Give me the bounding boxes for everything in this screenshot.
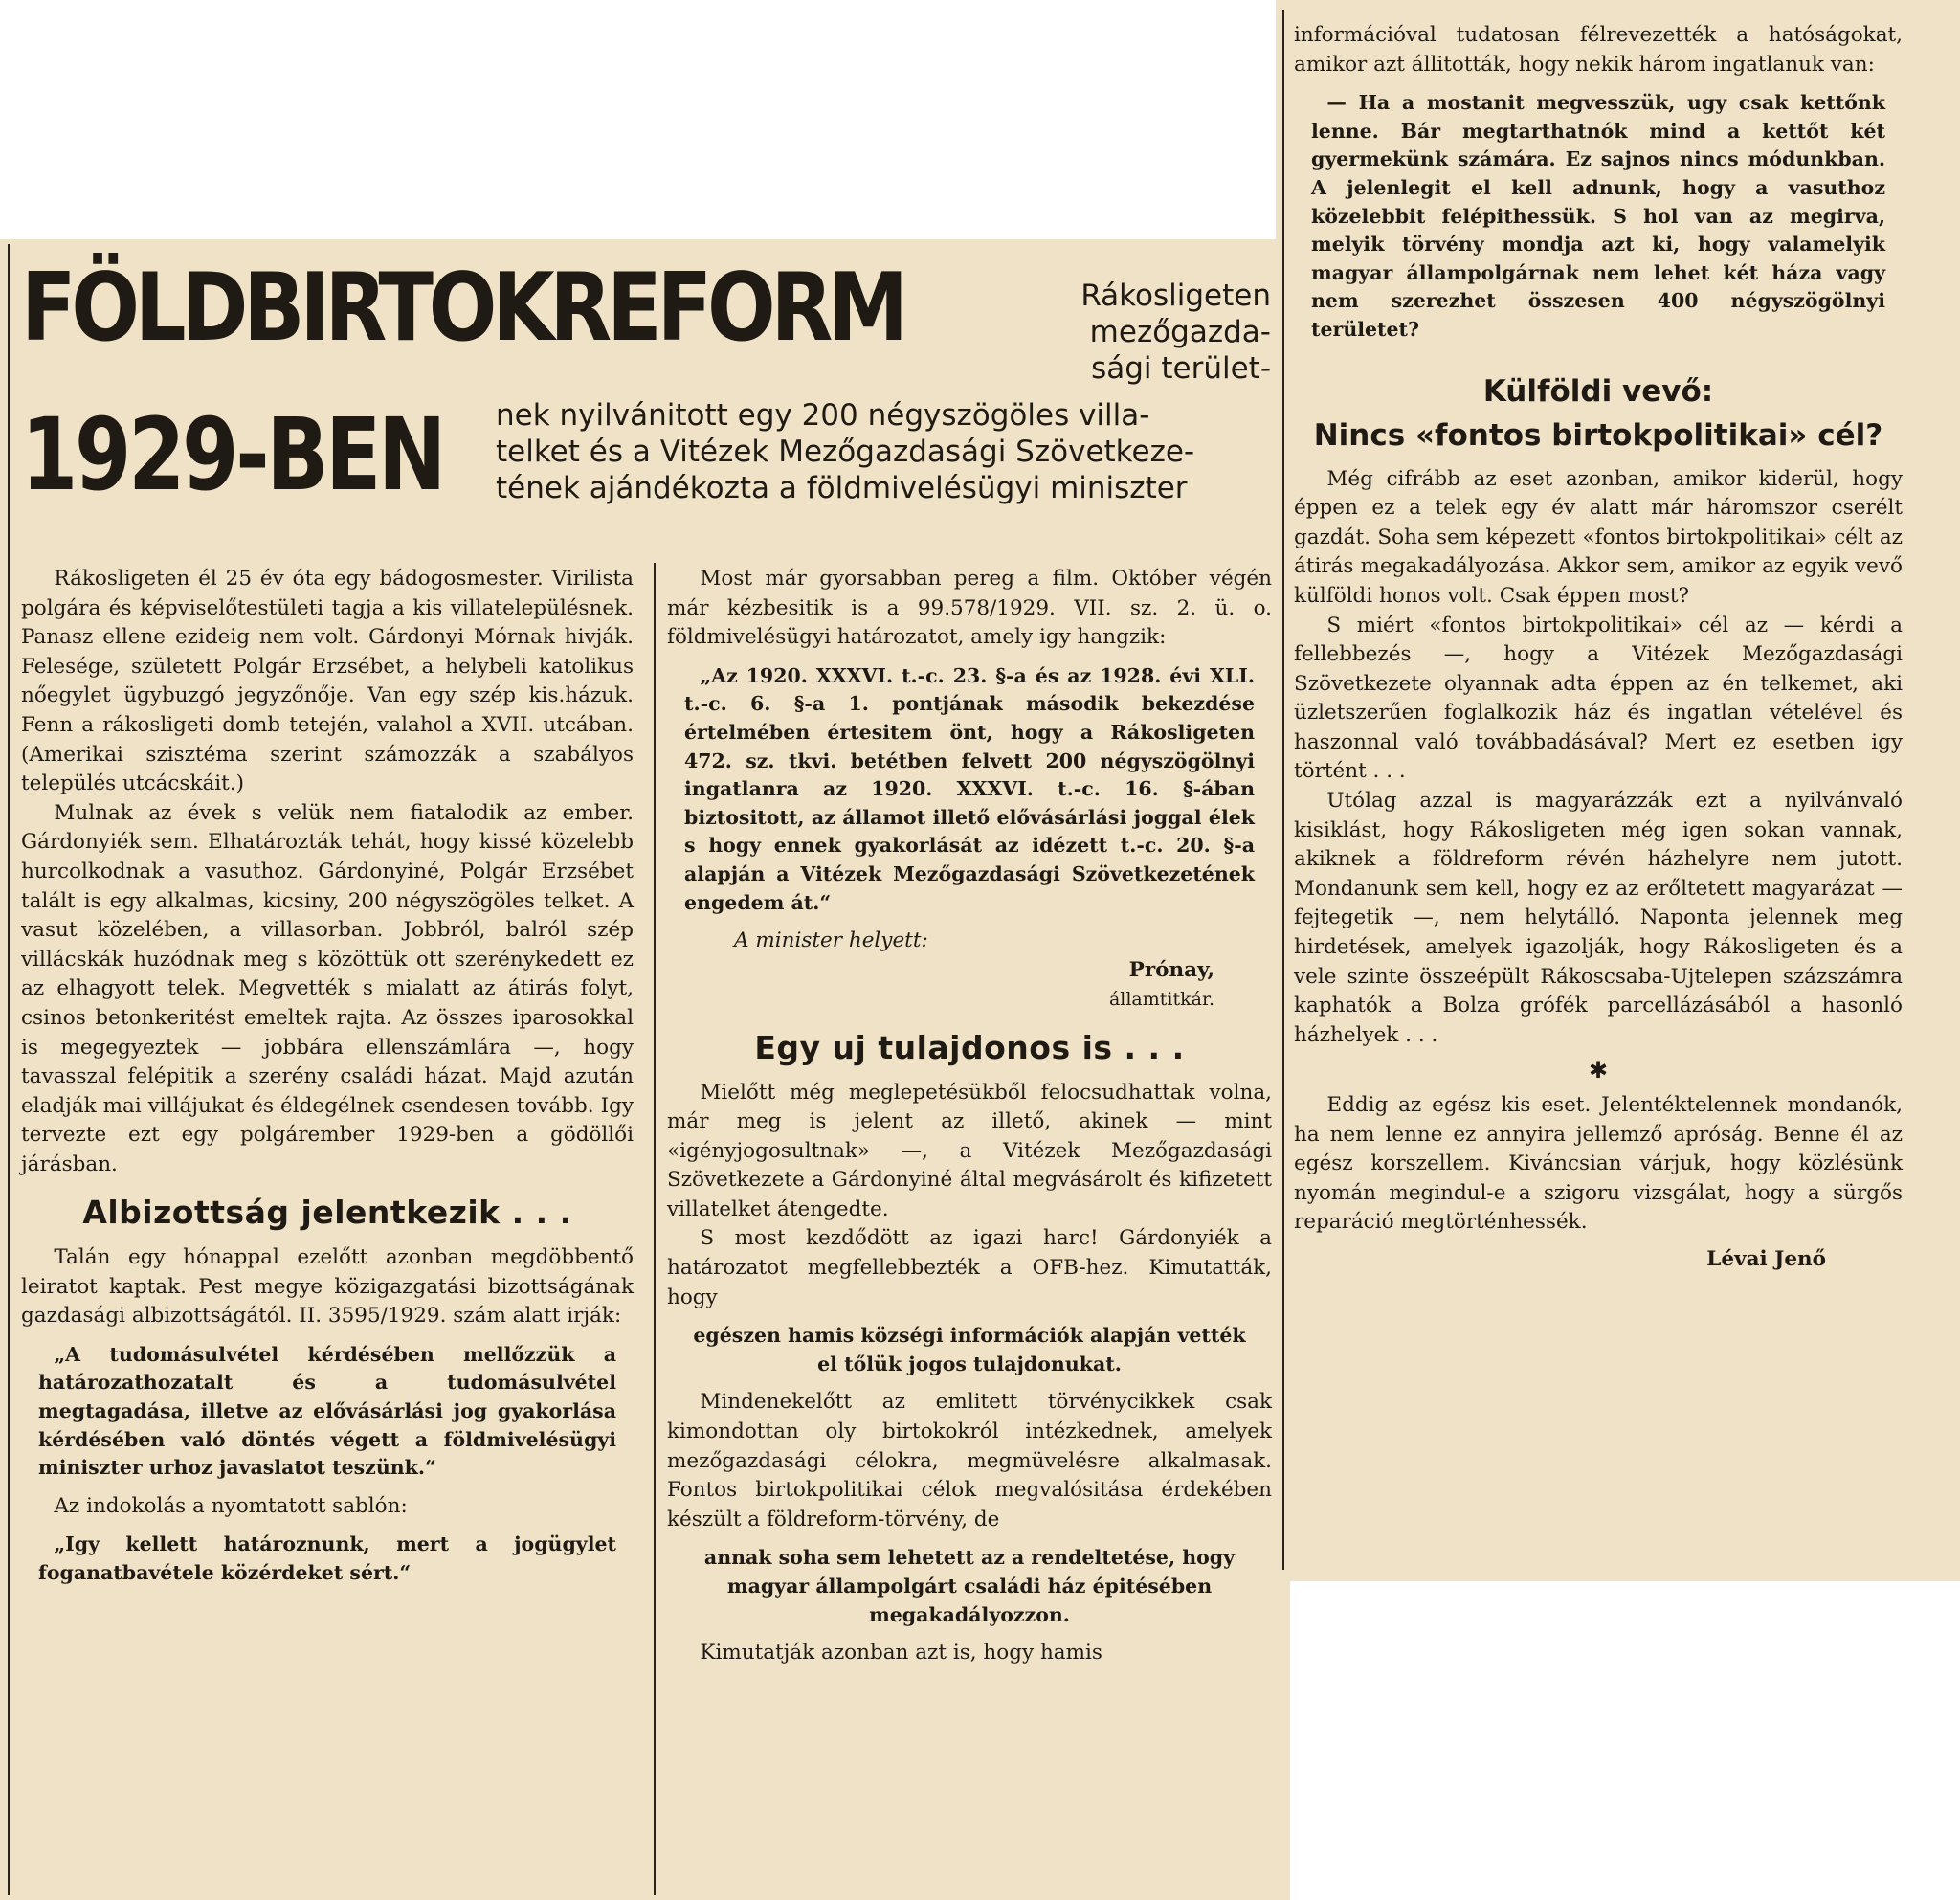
- deck-right-line: mezőgazda-: [1089, 315, 1271, 349]
- column-rule-2: [1282, 10, 1284, 1570]
- headline-deck-bottom: [496, 397, 1271, 506]
- paragraph: Eddig az egész kis eset. Jelentéktelennek mondanók, ha nem lenne ez annyira jellemző apróság. Benne él az egész korszellem. Kiváncsian várjuk, hogy közlésünk nyomán megindul-e a szigoru vizsgálat, hogy a sürgős reparáció megtörténhessék.: [1294, 1093, 1903, 1235]
- signature-role: államtitkár.: [1108, 989, 1214, 1011]
- paragraph: S miért «fontos birtokpolitikai» cél az — kérdi a fellebbezés —, hogy a Vitézek Mezőgazdasági Szövetkezete olyannak adta éppen az én telkemet, aki üzletszerűen foglalkozik ház és ingatlan vételével és haszonnal való továbbadásával? Mert ez esetben igy történt . . .: [1294, 613, 1903, 784]
- paragraph: Most már gyorsabban pereg a film. Október végén már kézbesitik is a 99.578/1929. VII. sz. 2. ü. o. földmivelésügyi határozatot, amely igy hangzik:: [667, 567, 1272, 650]
- deck-bottom-line: nek nyilvánitott egy 200 négyszögöles villa-: [496, 398, 1150, 433]
- subheading: Külföldi vevő:: [1482, 373, 1714, 409]
- author-byline: Lévai Jenő: [1706, 1246, 1826, 1271]
- bold-quote: egészen hamis községi információk alapján vették el tőlük jogos tulajdonukat.: [693, 1324, 1246, 1375]
- deck-right-line: Rákosligeten: [1080, 279, 1271, 313]
- bold-quote: „Igy kellett határoznunk, mert a jogügylet foganatbavétele közérdeket sért.“: [38, 1532, 616, 1584]
- paragraph: információval tudatosan félrevezették a hatóságokat, amikor azt állitották, hogy nekik három ingatlanuk van:: [1294, 23, 1903, 77]
- paragraph: Utólag azzal is magyarázzák ezt a nyilvánvaló kisiklást, hogy Rákosligeten még igen sokan vannak, akiknek a földreform révén házhelyre nem jutott. Mondanunk sem kell, hogy ez az erőltetett magyarázat — fejtegetik —, nem helytálló. Naponta jelennek meg hirdetések, amelyek igazolják, hogy Rákosligeten és a vele szinte összeépült Rákoscsaba-Ujtelepen százszámra kaphatók a Bolza grófék parcellázásából a hasonló házhelyek . . .: [1294, 789, 1903, 1047]
- signature-title: A minister helyett:: [734, 928, 928, 953]
- headline-deck-right: [1055, 278, 1271, 387]
- subheading: Albizottság jelentkezik . . .: [82, 1194, 572, 1232]
- left-border-rule: [8, 244, 10, 1895]
- article-column-2: [667, 565, 1272, 1668]
- subheading: Nincs «fontos birtokpolitikai» cél?: [1313, 417, 1883, 453]
- bold-quote: annak soha sem lehetett az a rendeltetése, hogy magyar állampolgárt családi ház épitésében megakadályozzon.: [703, 1546, 1236, 1626]
- headline-year: 1929-BEN: [21, 396, 444, 513]
- signature-name: Prónay,: [1128, 957, 1214, 982]
- paragraph: S most kezdődött az igazi harc! Gárdonyiék a határozatot megfellebbezték a OFB-hez. Kimutatták, hogy: [667, 1226, 1272, 1309]
- paragraph: Mulnak az évek s velük nem fiatalodik az ember. Gárdonyiék sem. Elhatározták tehát, hogy kissé közelebb hurcolkodnak a vasuthoz. Gárdonyiné, Polgár Erzsébet talált is egy alkalmas, kicsiny, 200 négyszögöles telket. A vasut közelében, a villasorban. Jobbról, balról szép villácskák huzódnak meg s közöttük ott szerénykedett ez az elhagyott telek. Megvették s mialatt az átirás folyt, csinos betonkeritést emeltek rajta. Az összes iparosokkal is megegyeztek — jobbára ellenszámlára —, hogy tavasszal felépitik a szerény családi házat. Majd azután eladják mai villájukat és éldegélnek csendesen tovább. Igy tervezte ezt egy polgárember 1929-ben a gödöllői járásban.: [21, 800, 634, 1176]
- deck-right-line: sági terület-: [1091, 351, 1271, 386]
- headline-main: FÖLDBIRTOKREFORM: [21, 254, 903, 363]
- bold-quote: — Ha a mostanit megvesszük, ugy csak kettőnk lenne. Bár megtarthatnók mind a kettőt két gyermekünk számára. Ez sajnos nincs módunkban. A jelenlegit el kell adnunk, hogy a vasuthoz közelebbit felépithessük. S hol van az megirva, melyik törvény mondja azt ki, hogy valamelyik magyar állampolgárnak nem lehet két háza vagy nem szerezhet összesen 400 négyszögölnyi területet?: [1311, 91, 1885, 341]
- asterisk-separator: ✱: [1588, 1057, 1609, 1084]
- article-column-3: [1294, 21, 1903, 1275]
- subheading: Egy uj tulajdonos is . . .: [754, 1028, 1185, 1066]
- paragraph: Az indokolás a nyomtatott sablón:: [54, 1493, 408, 1518]
- deck-bottom-line: telket és a Vitézek Mezőgazdasági Szövetkeze-: [496, 435, 1195, 469]
- article-column-1: [21, 565, 634, 1598]
- paragraph: Talán egy hónappal ezelőtt azonban megdöbbentő leiratot kaptak. Pest megye közigazgatási bizottságának gazdasági albizottságától. II. 3595/1929. szám alatt irják:: [21, 1245, 634, 1329]
- paragraph: Mindenekelőtt az emlitett törvénycikkek csak kimondottan oly birtokokról intézkednek, amelyek mezőgazdasági célokra, megmüvelésre alkalmasak. Fontos birtokpolitikai célok megvalósitása érdekében készült a földreform-törvény, de: [667, 1390, 1272, 1531]
- bold-quote: „Az 1920. XXXVI. t.-c. 23. §-a és az 1928. évi XLI. t.-c. 6. §-a 1. pontjának második bekezdése értelmében értesitem önt, hogy a Rákosligeten 472. sz. tkvi. betétben felvett 200 négyszögölnyi ingatlanra az 1920. XXXVI. t.-c. 16. §-ában biztositott, az államot illető elővásárlási joggal élek s hogy ennek gyakorlását az idézett t.-c. 20. §-a alapján a Vitézek Mezőgazdasági Szövetkezetének engedem át.“: [684, 663, 1255, 914]
- column-rule-1: [654, 563, 656, 1895]
- bold-quote: „A tudomásulvétel kérdésében mellőzzük a határozathozatalt és a tudomásulvétel megtagadása, illetve az elővásárlási jog gyakorlása kérdésében való döntés végett a földmivelésügyi miniszter urhoz javaslatot teszünk.“: [38, 1342, 616, 1480]
- paragraph: Kimutatják azonban azt is, hogy hamis: [700, 1641, 1102, 1665]
- deck-bottom-line: tének ajándékozta a földmivelésügyi miniszter: [496, 471, 1188, 505]
- paragraph: Mielőtt még meglepetésükből felocsudhattak volna, már meg is jelent az illető, akinek — mint «igényjogosultnak» —, a Vitézek Mezőgazdasági Szövetkezete a Gárdonyiné által megvásárolt és kifizetett villatelket átengedte.: [667, 1080, 1272, 1221]
- paragraph: Még cifrább az eset azonban, amikor kiderül, hogy éppen ez a telek egy év alatt már háromszor cserélt gazdát. Soha sem képezett «fontos birtokpolitikai» célt az átirás megakadályozása. Akkor sem, amikor az egyik vevő külföldi honos volt. Csak éppen most?: [1294, 466, 1903, 608]
- paragraph: Rákosligeten él 25 év óta egy bádogosmester. Virilista polgára és képviselőtestületi tagja a kis villatelepülésnek. Panasz ellene ezideig nem volt. Gárdonyi Mórnak hivják. Felesége, született Polgár Erzsébet, a helybeli katolikus nőegylet ügybuzgó jegyzőnője. Van egy szép kis.házuk. Fenn a rákosligeti domb tetején, valahol a XVII. utcában. (Amerikai szisztéma szerint számozzák a szabályos település utcácskáit.): [21, 567, 634, 796]
